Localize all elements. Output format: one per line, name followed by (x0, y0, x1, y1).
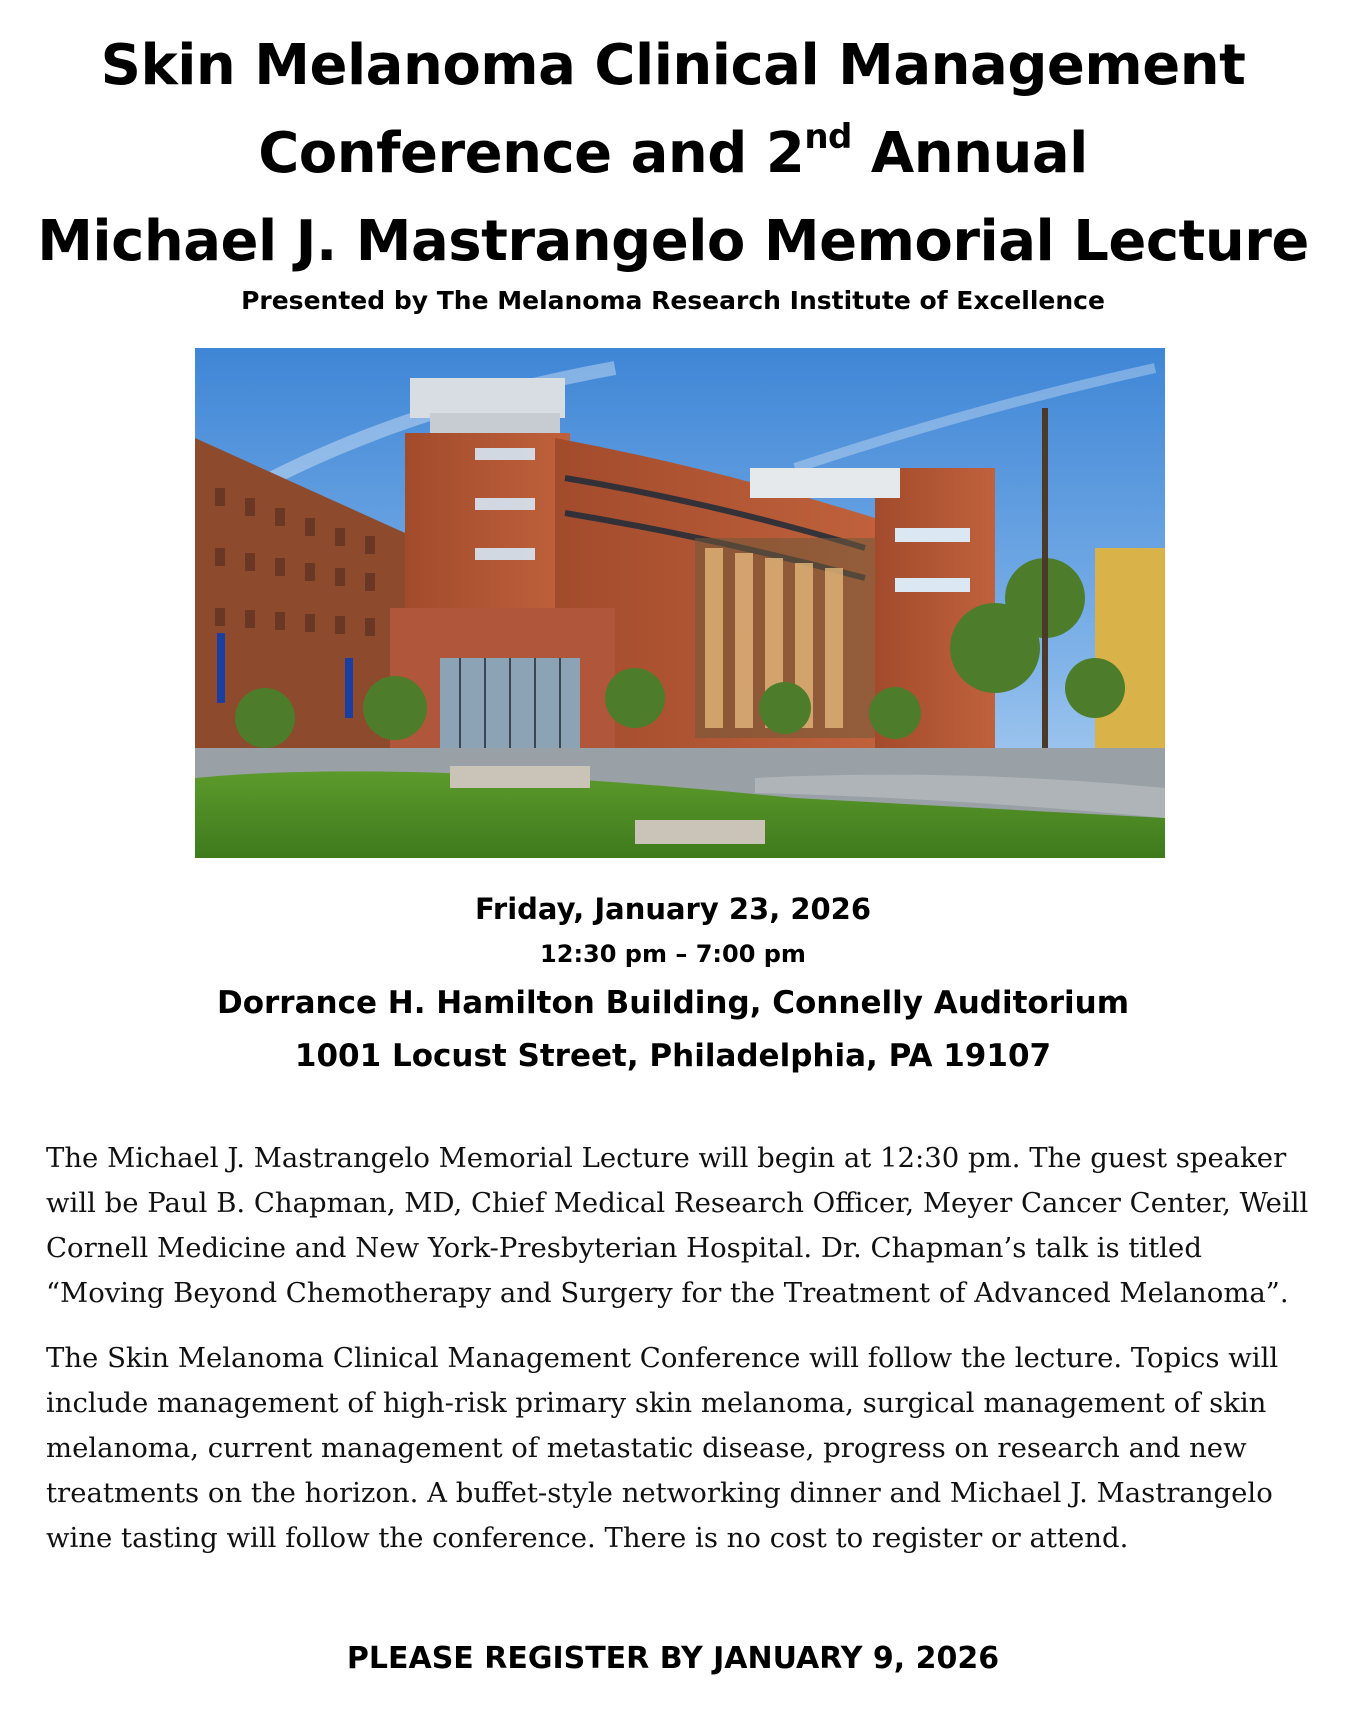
event-date: Friday, January 23, 2026 (474, 892, 872, 926)
title-line-2: Conference and 2nd Annual (258, 117, 1088, 186)
event-address: 1001 Locust Street, Philadelphia, PA 19107 (294, 1038, 1052, 1074)
building-photo (195, 348, 1165, 858)
event-title (0, 22, 1346, 286)
event-time: 12:30 pm – 7:00 pm (540, 940, 806, 968)
lecture-description: The Michael J. Mastrangelo Memorial Lecture will begin at 12:30 pm. The guest speaker will be Paul B. Chapman, MD, Chief Medical Research Officer, Meyer Cancer Center, Weill Cornell Medicine and New York-Presbyterian Hospital. Dr. Chapman’s talk is titled “Moving Beyond Chemotherapy and Surgery for the Treatment of Advanced Melanoma”. (46, 1142, 1309, 1309)
title-line-3: Michael J. Mastrangelo Memorial Lecture (37, 209, 1309, 274)
presenter-line: Presented by The Melanoma Research Institute of Excellence (241, 286, 1105, 315)
ordinal-suffix: nd (804, 117, 852, 157)
event-venue: Dorrance H. Hamilton Building, Connelly Auditorium (216, 985, 1130, 1021)
title-line-1: Skin Melanoma Clinical Management (100, 33, 1246, 98)
registration-deadline: PLEASE REGISTER BY JANUARY 9, 2026 (346, 1641, 1000, 1676)
conference-description: The Skin Melanoma Clinical Management Conference will follow the lecture. Topics will include management of high-risk primary skin melanoma, surgical management of skin melanoma, current management of metastatic disease, progress on research and new treatments on the horizon. A buffet-style networking dinner and Michael J. Mastrangelo wine tasting will follow the conference. There is no cost to register or attend. (46, 1342, 1279, 1554)
